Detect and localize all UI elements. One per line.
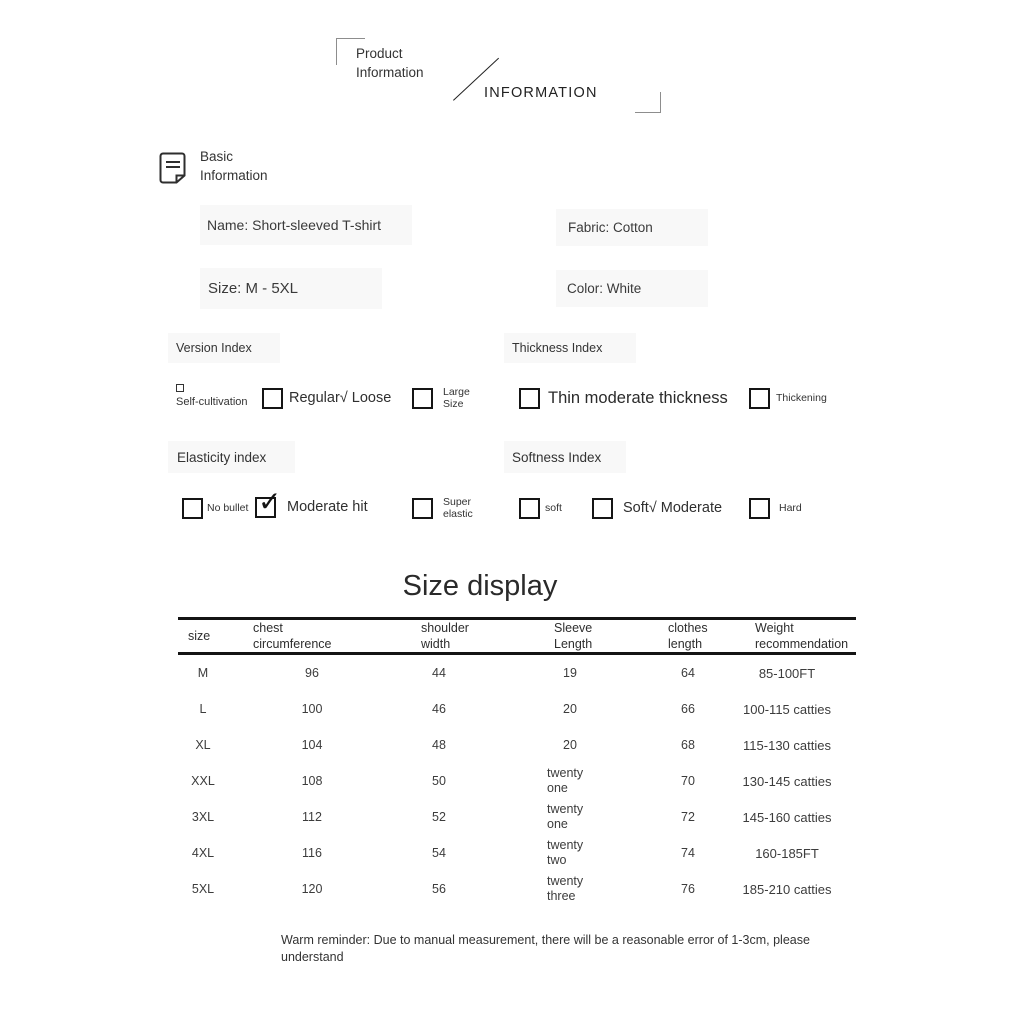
cell-shoulder: 48 [432, 738, 446, 752]
table-row-5xl [178, 871, 856, 907]
table-row-l [178, 691, 856, 727]
option-label: Large Size [443, 385, 470, 410]
cell-chest: 112 [302, 810, 322, 824]
table-row-xxl [178, 763, 856, 799]
moderate-hit-checkbox[interactable] [255, 485, 282, 518]
cell-chest: 120 [301, 882, 323, 896]
option-label: No bullet [207, 501, 249, 514]
size-display-title: Size display [402, 570, 558, 602]
cell-chest: 96 [305, 666, 319, 680]
large-size-checkbox[interactable] [412, 388, 433, 409]
soft-moderate-checkbox[interactable] [592, 498, 613, 519]
cell-sleeve: twenty one [547, 766, 584, 795]
warm-reminder: Warm reminder: Due to manual measurement, there will be a reasonable error of 1-3cm, please understand [281, 933, 810, 964]
cell-length: 66 [681, 702, 695, 716]
thin-moderate-thickness-checkbox[interactable] [519, 388, 540, 409]
version-index-title: Version Index [168, 333, 280, 363]
cell-size: M [197, 666, 209, 680]
cell-length: 68 [681, 738, 695, 752]
cell-weight: 185-210 catties [742, 881, 832, 897]
table-row-4xl [178, 835, 856, 871]
cell-weight: 145-160 catties [742, 809, 832, 825]
elasticity-index-title: Elasticity index [168, 441, 295, 473]
hard-checkbox[interactable] [749, 498, 770, 519]
field-color: Color: White [556, 270, 708, 307]
cell-sleeve: twenty one [547, 802, 584, 831]
option-label: Hard [779, 501, 802, 514]
field-size-range: Size: M - 5XL [200, 268, 382, 309]
cell-weight: 130-145 catties [742, 773, 832, 789]
cell-sleeve: twenty two [547, 838, 584, 867]
table-row-xl [178, 727, 856, 763]
cell-size: 4XL [191, 846, 215, 860]
regular-loose-checkbox[interactable] [262, 388, 283, 409]
option-regular-loose [262, 386, 391, 410]
table-row-m [178, 654, 856, 692]
soft-checkbox[interactable] [519, 498, 540, 519]
thickness-index-title: Thickness Index [504, 333, 636, 363]
cell-shoulder: 54 [432, 846, 446, 860]
col-header-weight: Weight recommendation [755, 621, 849, 651]
cell-size: 5XL [191, 882, 215, 896]
option-large-size [412, 386, 485, 410]
cell-size: XXL [191, 774, 215, 788]
col-header-size: size [188, 629, 211, 643]
option-thin-moderate-thickness [519, 386, 728, 410]
cell-shoulder: 44 [432, 666, 446, 680]
check-icon: ✓ [258, 485, 282, 517]
cell-shoulder: 46 [432, 702, 446, 716]
cell-shoulder: 56 [432, 882, 446, 896]
cell-length: 70 [681, 774, 695, 788]
option-super-elastic [412, 496, 485, 520]
option-no-bullet [182, 496, 249, 520]
option-label: Super elastic [443, 495, 473, 520]
option-hard [749, 496, 802, 520]
cell-chest: 104 [301, 738, 323, 752]
cell-size: XL [195, 738, 211, 752]
cell-sleeve: 20 [563, 737, 577, 752]
cell-size: 3XL [191, 810, 215, 824]
basic-section-title: Basic Information [200, 149, 268, 183]
cell-sleeve: 20 [563, 701, 577, 716]
no-bullet-checkbox[interactable] [182, 498, 203, 519]
cell-shoulder: 50 [432, 774, 446, 788]
option-label: Moderate hit [287, 499, 368, 515]
softness-index-title: Softness Index [504, 441, 626, 473]
option-label: soft [545, 501, 562, 514]
cell-weight: 160-185FT [755, 845, 819, 861]
option-moderate-hit [255, 485, 368, 519]
cell-sleeve: 19 [563, 665, 577, 680]
col-header-chest: chest circumference [253, 621, 332, 651]
col-header-sleeve: Sleeve Length [554, 621, 593, 651]
cell-chest: 108 [301, 774, 323, 788]
option-soft [519, 496, 562, 520]
option-label: Soft√ Moderate [623, 500, 723, 516]
corner-bracket-bottom-right-icon [635, 92, 661, 113]
field-product-name: Name: Short-sleeved T-shirt [200, 205, 412, 245]
cell-length: 74 [681, 846, 695, 860]
cell-weight: 115-130 catties [743, 737, 831, 753]
option-label: Self-cultivation [176, 396, 248, 408]
product-information-label: Product Information [356, 46, 424, 80]
cell-weight: 85-100FT [758, 665, 816, 681]
cell-length: 64 [681, 666, 695, 680]
information-title: INFORMATION [484, 85, 598, 101]
size-table-header [178, 619, 856, 654]
size-table [178, 617, 856, 907]
col-header-length: clothes length [668, 621, 708, 651]
option-label: Thin moderate thickness [548, 388, 728, 407]
option-soft-moderate [592, 496, 722, 520]
cell-length: 72 [681, 810, 695, 824]
cell-weight: 100-115 catties [743, 701, 831, 717]
cell-chest: 100 [301, 702, 323, 716]
self-cultivation-checkbox[interactable] [176, 384, 184, 392]
field-fabric: Fabric: Cotton [556, 209, 708, 246]
table-row-3xl [178, 799, 856, 835]
option-self-cultivation [176, 384, 248, 408]
thickening-checkbox[interactable] [749, 388, 770, 409]
col-header-shoulder: shoulder width [421, 621, 469, 651]
cell-sleeve: twenty three [547, 874, 584, 903]
cell-chest: 116 [302, 846, 322, 860]
cell-length: 76 [681, 882, 695, 896]
document-icon [159, 152, 187, 184]
super-elastic-checkbox[interactable] [412, 498, 433, 519]
option-thickening [749, 386, 827, 410]
option-label: Thickening [776, 391, 827, 404]
option-label: Regular√ Loose [289, 390, 392, 406]
cell-size: L [199, 702, 207, 716]
cell-shoulder: 52 [432, 810, 446, 824]
